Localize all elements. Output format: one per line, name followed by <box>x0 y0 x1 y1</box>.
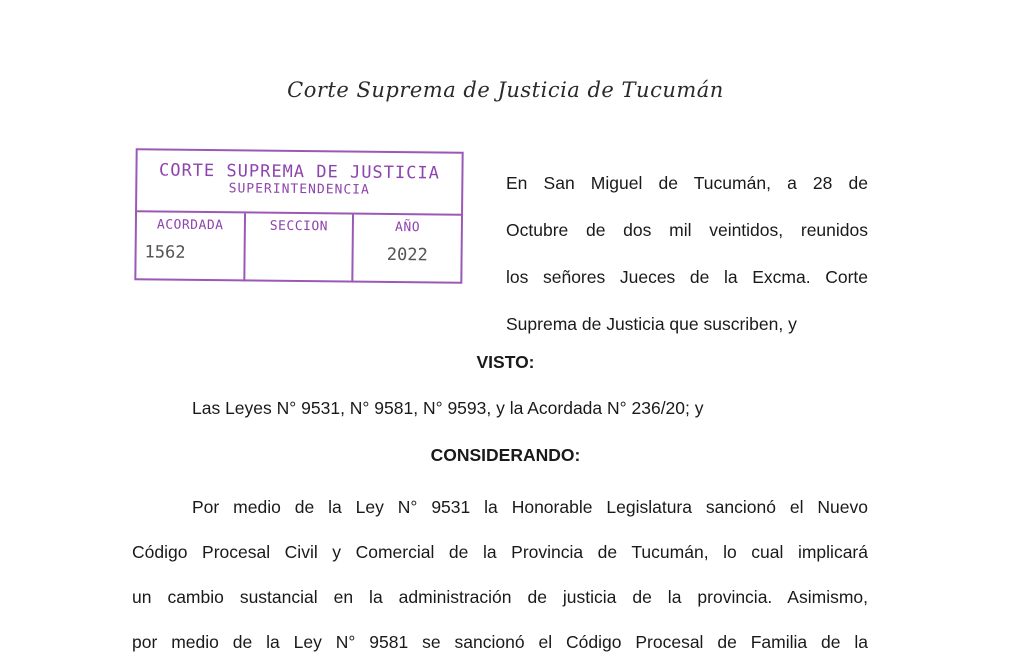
stamp-seccion-label: SECCION <box>269 218 329 235</box>
visto-text: Las Leyes N° 9531, N° 9581, N° 9593, y la Acordada N° 236/20; y <box>192 398 704 418</box>
intro-line: Suprema de Justicia que suscriben, y <box>506 314 797 334</box>
intro-paragraph <box>506 160 868 348</box>
stamp-subtitle: SUPERINTENDENCIA <box>228 181 370 198</box>
body-line: por medio de la Ley N° 9581 se sancionó el Código Procesal de Familia de la <box>132 632 868 652</box>
stamp-acordada-cell <box>136 212 245 281</box>
stamp-anio-label: AÑO <box>394 220 421 236</box>
stamp-anio-cell <box>354 215 461 284</box>
body-line: Código Procesal Civil y Comercial de la Provincia de Tucumán, lo cual implicará <box>132 542 868 562</box>
stamp-seccion-value <box>253 244 344 245</box>
considerando-paragraph <box>132 485 868 665</box>
body-line: Por medio de la Ley N° 9531 la Honorable Legislatura sancionó el Nuevo <box>192 497 868 517</box>
superintendencia-stamp <box>134 148 463 283</box>
body-line: un cambio sustancial en la administración de justicia de la provincia. Asimismo, <box>132 587 868 607</box>
intro-line: En San Miguel de Tucumán, a 28 de <box>506 173 868 193</box>
visto-heading: VISTO: <box>476 352 535 372</box>
stamp-header <box>137 150 462 215</box>
intro-line: los señores Jueces de la Excma. Corte <box>506 267 868 287</box>
stamp-title: CORTE SUPREMA DE JUSTICIA <box>158 160 440 184</box>
stamp-anio-value: 2022 <box>386 244 428 266</box>
letterhead-title: Corte Suprema de Justicia de Tucumán <box>287 78 724 102</box>
intro-line: Octubre de dos mil veintidos, reunidos <box>506 220 868 240</box>
stamp-seccion-cell <box>245 213 354 282</box>
stamp-acordada-label: ACORDADA <box>156 217 224 234</box>
considerando-heading: CONSIDERANDO: <box>430 445 581 465</box>
stamp-fields <box>136 212 461 283</box>
stamp-acordada-value: 1562 <box>144 242 186 263</box>
